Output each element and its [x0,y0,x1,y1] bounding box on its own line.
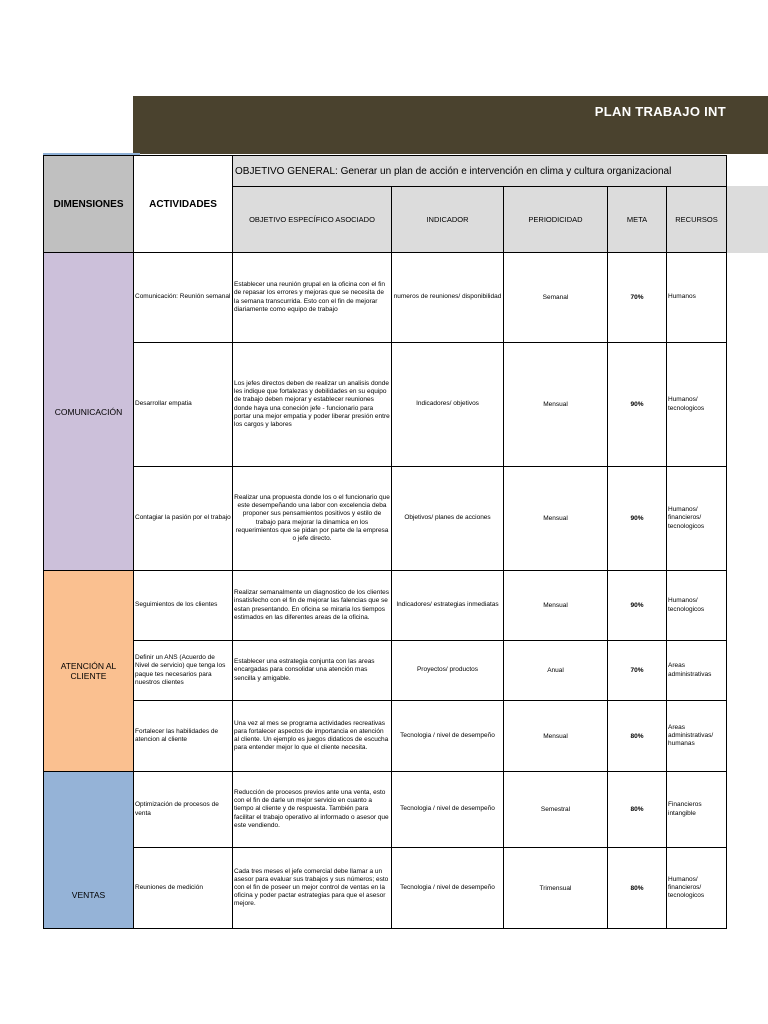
header-objetivo-general: OBJETIVO GENERAL: Generar un plan de acción e intervención en clima y cultura organizacional [233,156,727,187]
recursos-cell: Areas administrativas [667,641,727,701]
periodicidad-cell: Semanal [504,253,608,343]
objetivo-cell: Los jefes directos deben de realizar un analisis donde les indique que fortalezas y debilidades en su equipo de trabajo deben mejorar y establecer reuniones donde haya una coneción jefe - funcionario para portar una mejor empatia y poder liberar presión entre los cargos y labores [233,343,392,467]
plan-title: PLAN TRABAJO INT [594,104,726,119]
indicador-cell: Tecnologia / nivel de desempeño [392,848,504,929]
header-dimensiones: DIMENSIONES [44,156,134,253]
dimension-atencion-al-cliente: ATENCIÓN AL CLIENTE [44,571,134,772]
actividad-cell: Definir un ANS (Acuerdo de Nivel de servicio) que tenga los paque tes necesarios para nuestros clientes [134,641,233,701]
meta-cell: 80% [608,848,667,929]
table-row [44,641,727,701]
periodicidad-cell: Mensual [504,467,608,571]
table-row [44,343,727,467]
header-objetivo-especifico: OBJETIVO ESPECÍFICO ASOCIADO [233,187,392,253]
work-plan-table [43,155,727,929]
header-actividades: ACTIVIDADES [134,156,233,253]
header-indicador: INDICADOR [392,187,504,253]
actividad-cell: Contagiar la pasión por el trabajo [134,467,233,571]
header-recursos: RECURSOS [667,187,727,253]
table-row [44,467,727,571]
recursos-cell: Humanos/ tecnologicos [667,343,727,467]
actividad-cell: Reuniones de medición [134,848,233,929]
recursos-cell: Humanos [667,253,727,343]
periodicidad-cell: Semestral [504,772,608,848]
recursos-cell: Areas administrativas/ humanas [667,701,727,772]
indicador-cell: Objetivos/ planes de acciones [392,467,504,571]
header-extension [726,186,768,253]
dimension-comunicacion: COMUNICACIÓN [44,253,134,571]
meta-cell: 70% [608,253,667,343]
table-row [44,772,727,848]
objetivo-cell: Una vez al mes se programa actividades recreativas para fortalecer aspectos de importancia en atención al cliente. Un ejemplo es juegos didaticos de escucha para entender mejor lo que el cliente necesita. [233,701,392,772]
header-meta: META [608,187,667,253]
dimension-ventas: VENTAS [44,772,134,929]
meta-cell: 80% [608,772,667,848]
actividad-cell: Comunicación: Reunión semanal [134,253,233,343]
meta-cell: 90% [608,467,667,571]
objetivo-cell: Realizar una propuesta donde los o el funcionario que este desempeñando una labor con excelencia deba proponer sus pensamientos positivos y estilo de trabajo para mejorar la dinamica en los requerimientos que se pidan por parte de la empresa o jefe directo. [233,467,392,571]
periodicidad-cell: Mensual [504,571,608,641]
objetivo-cell: Realizar semanalmente un diagnostico de los clientes insatisfecho con el fin de mejorar las falencias que se estan presentando. En oficina se miraria los tiempos estimados en las diferentes areas de la oficina. [233,571,392,641]
recursos-cell: Humanos/ tecnologicos [667,571,727,641]
meta-cell: 80% [608,701,667,772]
actividad-cell: Desarrollar empatia [134,343,233,467]
indicador-cell: Tecnologia / nivel de desempeño [392,772,504,848]
header-periodicidad: PERIODICIDAD [504,187,608,253]
indicador-cell: numeros de reuniones/ disponibilidad [392,253,504,343]
objetivo-cell: Reducción de procesos previos ante una venta, esto con el fin de darle un mejor servicio en cuanto a tiempo al cliente y de respuesta. También para facilitar el trabajo operativo al informado o asesor que este vendiendo. [233,772,392,848]
table-row [44,848,727,929]
indicador-cell: Proyectos/ productos [392,641,504,701]
periodicidad-cell: Trimensual [504,848,608,929]
table-row [44,253,727,343]
indicador-cell: Indicadores/ objetivos [392,343,504,467]
meta-cell: 90% [608,343,667,467]
objetivo-cell: Cada tres meses el jefe comercial debe llamar a un asesor para evaluar sus trabajos y sus números; esto con el fin de poseer un mejor control de ventas en la oficina y poder pactar estrategias para que el asesor mejore. [233,848,392,929]
recursos-cell: Humanos/ financieros/ tecnologicos [667,467,727,571]
recursos-cell: Financieros intangible [667,772,727,848]
table-row [44,571,727,641]
objetivo-cell: Establecer una estrategia conjunta con las areas encargadas para consolidar una atención mas sencilla y amigable. [233,641,392,701]
title-banner [133,96,768,154]
indicador-cell: Tecnologia / nivel de desempeño [392,701,504,772]
actividad-cell: Fortalecer las habilidades de atencion al cliente [134,701,233,772]
actividad-cell: Seguimientos de los clientes [134,571,233,641]
actividad-cell: Optimización de procesos de venta [134,772,233,848]
recursos-cell: Humanos/ financieros/ tecnologicos [667,848,727,929]
indicador-cell: Indicadores/ estrategias inmediatas [392,571,504,641]
meta-cell: 90% [608,571,667,641]
meta-cell: 70% [608,641,667,701]
objetivo-cell: Establecer una reunión grupal en la oficina con el fin de repasar los errores y mejoras que se necesita de la semana transcurrida. Esto con el fin de mejorar diariamente como equipo de trabajo [233,253,392,343]
periodicidad-cell: Mensual [504,343,608,467]
periodicidad-cell: Mensual [504,701,608,772]
table-row [44,701,727,772]
periodicidad-cell: Anual [504,641,608,701]
